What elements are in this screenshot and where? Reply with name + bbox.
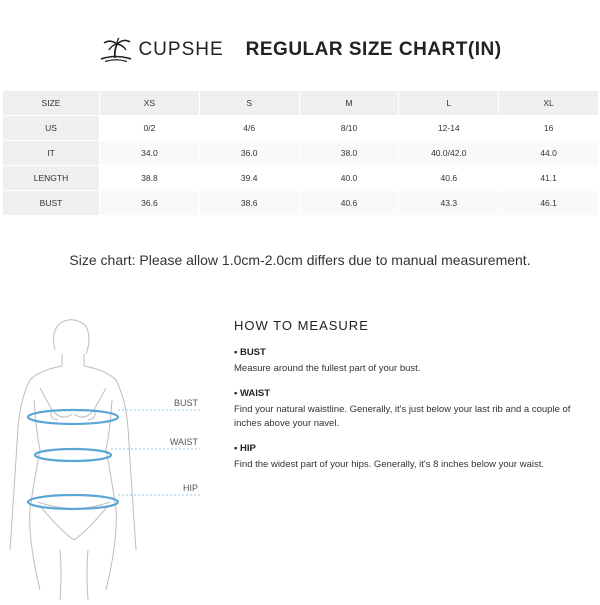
measure-item-title: • WAIST [234, 388, 271, 399]
table-cell: 4/6 [200, 116, 299, 140]
table-cell: 36.0 [200, 141, 299, 165]
row-label: US [3, 116, 99, 140]
table-row [3, 166, 598, 190]
bust-label: BUST [173, 398, 198, 408]
table-cell: 8/10 [300, 116, 399, 140]
table-cell: 38.6 [200, 191, 299, 215]
table-row [3, 191, 598, 215]
measure-item-desc: Find the widest part of your hips. Generally, it's 8 inches below your waist. [234, 459, 545, 470]
table-cell: 40.0 [300, 166, 399, 190]
how-to-measure-section [234, 318, 596, 484]
brand-logo [98, 37, 223, 63]
column-header: S [200, 91, 299, 115]
table-cell: 46.1 [499, 191, 598, 215]
table-cell: 40.6 [399, 166, 498, 190]
table-cell: 36.6 [100, 191, 199, 215]
row-label: BUST [3, 191, 99, 215]
measure-item-bust [234, 347, 596, 376]
table-row [3, 141, 598, 165]
measure-item-waist [234, 388, 596, 431]
table-cell: 44.0 [499, 141, 598, 165]
size-chart-table [2, 90, 599, 216]
table-cell: 12-14 [399, 116, 498, 140]
waist-label: WAIST [169, 437, 198, 447]
row-label: LENGTH [3, 166, 99, 190]
table-cell: 16 [499, 116, 598, 140]
column-header: SIZE [3, 91, 99, 115]
table-cell: 41.1 [499, 166, 598, 190]
table-cell: 40.6 [300, 191, 399, 215]
column-header: XL [499, 91, 598, 115]
measure-item-hip [234, 443, 596, 472]
hip-measure-band [28, 495, 118, 509]
table-cell: 40.0/42.0 [399, 141, 498, 165]
section-title: HOW TO MEASURE [234, 318, 369, 333]
brand-name: CUPSHE [138, 39, 224, 60]
column-header: L [399, 91, 498, 115]
bust-measure-band [28, 410, 118, 424]
table-cell: 38.0 [300, 141, 399, 165]
body-measurement-figure [0, 310, 220, 600]
size-note: Size chart: Please allow 1.0cm-2.0cm differs due to manual measurement. [69, 252, 531, 268]
row-label: IT [3, 141, 99, 165]
page-title: REGULAR SIZE CHART(IN) [245, 39, 502, 60]
measure-item-desc: Find your natural waistline. Generally, it's just below your last rib and a couple of inches above your navel. [234, 404, 571, 429]
body-outline-illustration [0, 310, 220, 600]
column-header: M [300, 91, 399, 115]
table-cell: 43.3 [399, 191, 498, 215]
measure-item-title: • HIP [234, 443, 256, 454]
table-header-row [3, 91, 598, 115]
table-row [3, 116, 598, 140]
table-cell: 38.8 [100, 166, 199, 190]
measure-item-title: • BUST [234, 347, 266, 358]
table-cell: 34.0 [100, 141, 199, 165]
header [0, 30, 600, 70]
hip-label: HIP [182, 483, 198, 493]
palm-tree-icon [98, 37, 134, 63]
waist-measure-band [35, 449, 111, 461]
table-cell: 0/2 [100, 116, 199, 140]
table-cell: 39.4 [200, 166, 299, 190]
measure-item-desc: Measure around the fullest part of your bust. [234, 363, 421, 374]
column-header: XS [100, 91, 199, 115]
